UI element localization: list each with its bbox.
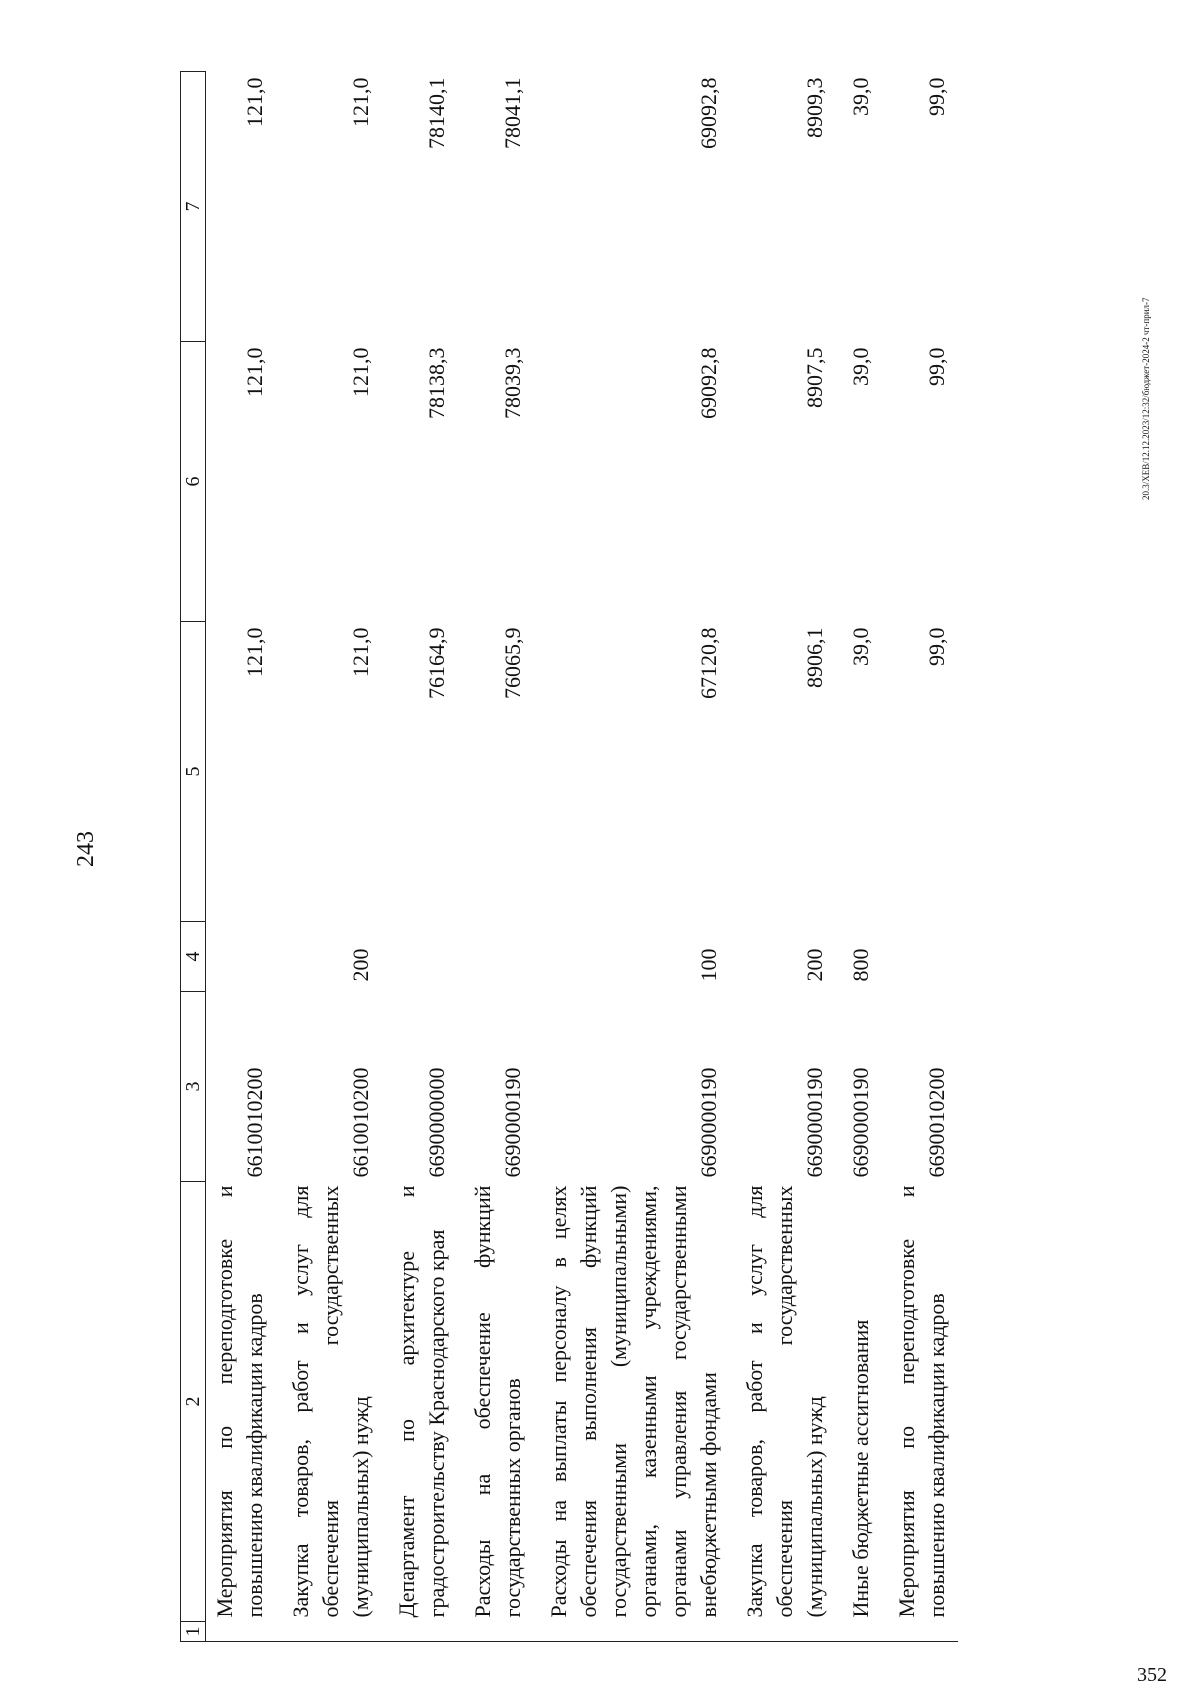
row-description: Мероприятия по переподготовке и повышению квалификации кадров bbox=[894, 1185, 949, 1618]
row-amount-2024: 76065,9 bbox=[500, 627, 525, 699]
row-amount-2026: 39,0 bbox=[848, 77, 873, 116]
row-amount-2024: 99,0 bbox=[924, 627, 949, 666]
row-amount-2025: 8907,5 bbox=[802, 347, 827, 408]
row-amount-2024: 8906,1 bbox=[802, 627, 827, 688]
row-amount-2025: 78039,3 bbox=[500, 347, 525, 419]
row-amount-2026: 78140,1 bbox=[424, 77, 449, 149]
row-col1 bbox=[206, 1622, 277, 1642]
row-target-code: 6610010200 bbox=[242, 1067, 267, 1178]
row-expense-kind: 800 bbox=[848, 948, 873, 982]
row-target-code: 6690010200 bbox=[924, 1067, 949, 1178]
row-description: Иные бюджетные ассигнования bbox=[848, 1319, 873, 1618]
document-stamp: 20.3/ХЕВ/12.12.2023/12:32/бюджет-2024-2 чт-прил-7 bbox=[1141, 297, 1151, 500]
row-col1 bbox=[276, 1622, 382, 1642]
row-amount-2025: 78138,3 bbox=[424, 347, 449, 419]
table-row bbox=[276, 72, 382, 1642]
row-description: Расходы на обеспечение функций государственных органов bbox=[470, 1185, 525, 1618]
header-col-1: 1 bbox=[181, 1622, 206, 1642]
row-amount-2026: 8909,3 bbox=[802, 77, 827, 138]
row-amount-2024: 39,0 bbox=[848, 627, 873, 666]
row-amount-2024: 121,0 bbox=[242, 627, 267, 677]
row-amount-2024: 67120,8 bbox=[696, 627, 721, 699]
table-row bbox=[382, 72, 458, 1642]
row-amount-2026: 99,0 bbox=[924, 77, 949, 116]
budget-table bbox=[180, 71, 958, 1642]
row-amount-2026: 121,0 bbox=[242, 77, 267, 127]
header-col-6: 6 bbox=[181, 342, 206, 622]
row-col1 bbox=[534, 1622, 730, 1642]
row-description: Закупка товаров, работ и услуг для обеспечения государственных (муниципальных) нужд bbox=[288, 1185, 373, 1618]
table-row bbox=[206, 72, 277, 1642]
row-description: Расходы на выплаты персоналу в целях обеспечения выполнения функций государственными (муниципальными) органами, казенными учреждениями, органами управления государственными внебюджетными фондами bbox=[546, 1185, 721, 1618]
row-amount-2025: 69092,8 bbox=[696, 347, 721, 419]
page-number: 243 bbox=[73, 831, 99, 867]
row-target-code: 6690000000 bbox=[424, 1067, 449, 1178]
row-amount-2026: 121,0 bbox=[348, 77, 373, 127]
row-col1 bbox=[458, 1622, 534, 1642]
row-col1 bbox=[730, 1622, 836, 1642]
row-col1 bbox=[882, 1622, 958, 1642]
row-amount-2024: 121,0 bbox=[348, 627, 373, 677]
table-row bbox=[458, 72, 534, 1642]
row-amount-2025: 121,0 bbox=[242, 347, 267, 397]
table-row bbox=[882, 72, 958, 1642]
row-amount-2025: 39,0 bbox=[848, 347, 873, 386]
table-header-row bbox=[181, 72, 206, 1642]
row-amount-2024: 76164,9 bbox=[424, 627, 449, 699]
row-expense-kind bbox=[206, 922, 277, 992]
row-expense-kind bbox=[882, 922, 958, 992]
row-expense-kind: 200 bbox=[802, 948, 827, 982]
row-expense-kind: 100 bbox=[696, 948, 721, 982]
row-col1 bbox=[382, 1622, 458, 1642]
budget-table-container bbox=[180, 72, 1070, 1642]
header-col-5: 5 bbox=[181, 622, 206, 922]
table-row bbox=[534, 72, 730, 1642]
row-amount-2026: 78041,1 bbox=[500, 77, 525, 149]
row-description: Мероприятия по переподготовке и повышению квалификации кадров bbox=[212, 1185, 267, 1618]
row-target-code: 6690000190 bbox=[802, 1067, 827, 1178]
row-expense-kind bbox=[458, 922, 534, 992]
scan-page-number: 352 bbox=[1137, 1664, 1167, 1686]
row-description: Закупка товаров, работ и услуг для обеспечения государственных (муниципальных) нужд bbox=[742, 1185, 827, 1618]
row-target-code: 6690000190 bbox=[696, 1067, 721, 1178]
row-expense-kind: 200 bbox=[348, 948, 373, 982]
header-col-2: 2 bbox=[181, 1182, 206, 1622]
header-col-7: 7 bbox=[181, 72, 206, 342]
header-col-4: 4 bbox=[181, 922, 206, 992]
table-row bbox=[836, 72, 882, 1642]
row-amount-2026: 69092,8 bbox=[696, 77, 721, 149]
header-col-3: 3 bbox=[181, 992, 206, 1182]
row-target-code: 6690000190 bbox=[848, 1067, 873, 1178]
row-target-code: 6690000190 bbox=[500, 1067, 525, 1178]
table-row bbox=[730, 72, 836, 1642]
row-amount-2025: 121,0 bbox=[348, 347, 373, 397]
row-expense-kind bbox=[382, 922, 458, 992]
row-description: Департамент по архитектуре и градостроительству Краснодарского края bbox=[394, 1185, 449, 1618]
row-col1 bbox=[836, 1622, 882, 1642]
row-amount-2025: 99,0 bbox=[924, 347, 949, 386]
row-target-code: 6610010200 bbox=[348, 1067, 373, 1178]
